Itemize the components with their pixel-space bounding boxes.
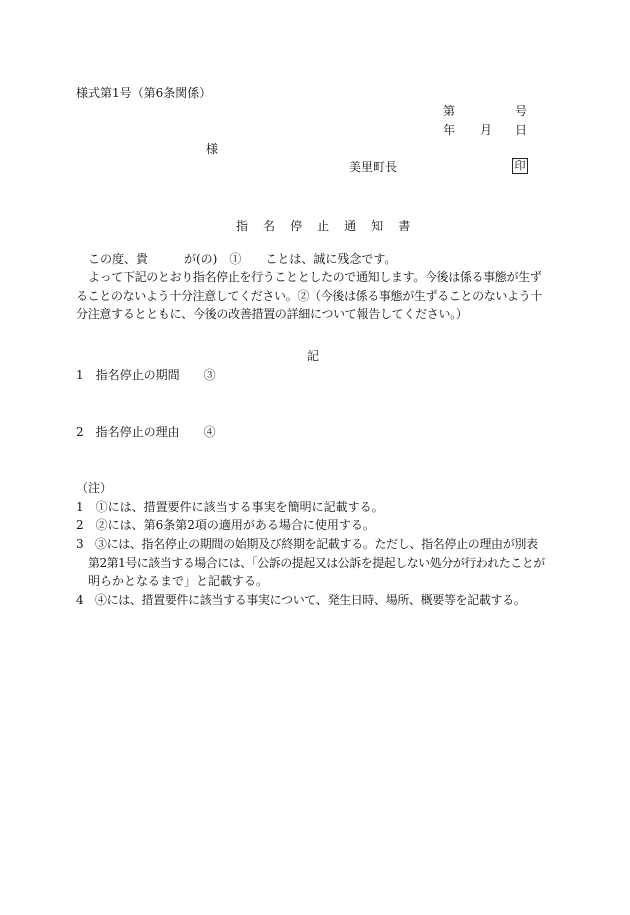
record-item-period: 1 指名停止の期間 ③ bbox=[76, 368, 216, 382]
body-paragraph-2-line-1: よって下記のとおり指名停止を行うこととしたので通知します。今後は係る事態が生ず bbox=[88, 270, 542, 284]
record-heading: 記 bbox=[307, 349, 320, 363]
document-title bbox=[236, 217, 421, 234]
form-label: 様式第1号（第6条関係） bbox=[76, 86, 212, 100]
title-char: 書 bbox=[398, 219, 411, 233]
doc-number-suffix: 号 bbox=[515, 104, 528, 118]
title-char: 指 bbox=[236, 219, 249, 233]
issuer-name: 美里町長 bbox=[349, 160, 398, 174]
date-day: 日 bbox=[515, 123, 528, 137]
note-2: 2 ②には、第6条第2項の適用がある場合に使用する。 bbox=[76, 518, 375, 532]
record-item-reason: 2 指名停止の理由 ④ bbox=[76, 425, 216, 439]
note-4: 4 ④には、措置要件に該当する事実について、発生日時、場所、概要等を記載する。 bbox=[76, 593, 526, 607]
title-char: 名 bbox=[263, 219, 276, 233]
notes-heading: （注） bbox=[76, 481, 113, 495]
body-paragraph-1: この度、貴 が(の) ① ことは、誠に残念です。 bbox=[88, 252, 397, 266]
note-3-line-3: 明らかとなるまで」と記載する。 bbox=[88, 574, 269, 588]
addressee-suffix: 様 bbox=[206, 142, 219, 156]
title-char: 停 bbox=[290, 219, 303, 233]
title-char: 知 bbox=[371, 219, 384, 233]
title-char: 止 bbox=[317, 219, 330, 233]
seal-mark: 印 bbox=[512, 158, 528, 174]
note-1: 1 ①には、措置要件に該当する事実を簡明に記載する。 bbox=[76, 500, 384, 514]
note-3-line-2: 第2第1号に該当する場合には、「公訴の提起又は公訴を提起しない処分が行われたことが bbox=[88, 556, 545, 570]
date-month: 月 bbox=[480, 123, 493, 137]
body-paragraph-2-line-3: 分注意するとともに、今後の改善措置の詳細について報告してください。） bbox=[76, 307, 468, 321]
date-year: 年 bbox=[443, 123, 456, 137]
doc-number-prefix: 第 bbox=[443, 104, 456, 118]
body-paragraph-2-line-2: ることのないよう十分注意してください。②（今後は係る事態が生ずることのないよう十 bbox=[76, 289, 543, 303]
note-3-line-1: 3 ③には、指名停止の期間の始期及び終期を記載する。ただし、指名停止の理由が別表 bbox=[76, 537, 538, 551]
title-char: 通 bbox=[344, 219, 357, 233]
